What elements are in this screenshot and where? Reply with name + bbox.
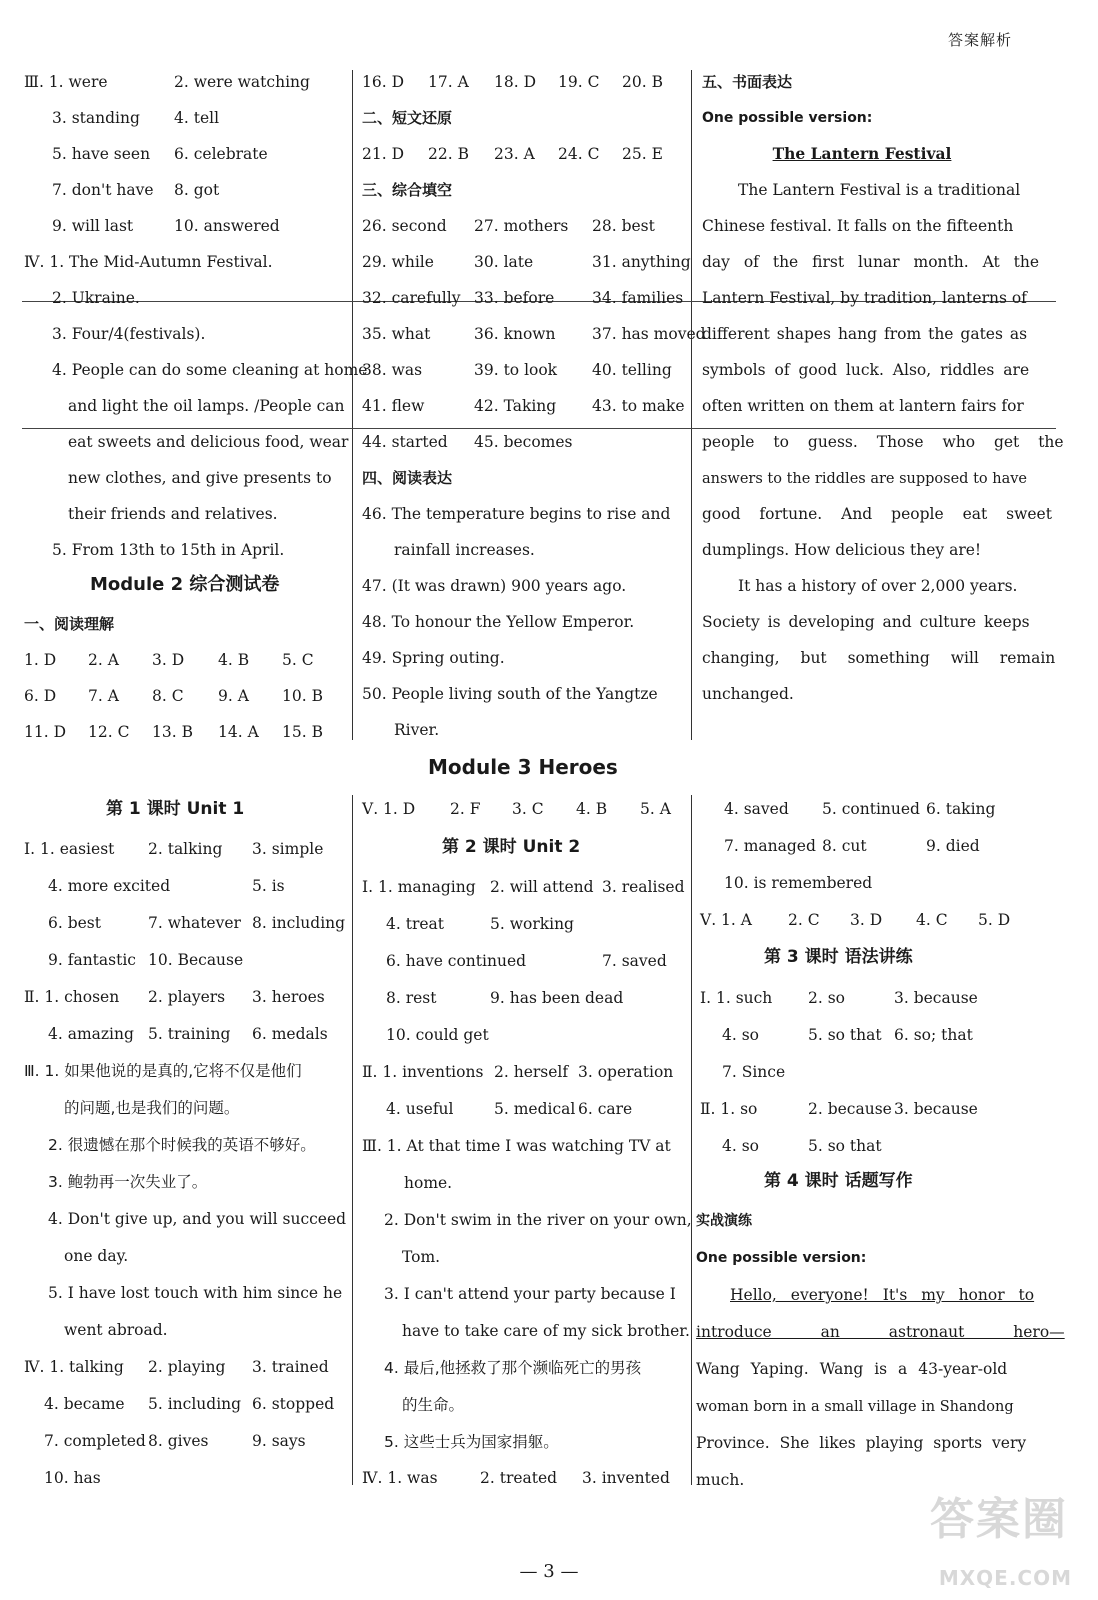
answer: 2. talking [148, 840, 223, 858]
answer: 35. what [362, 325, 431, 343]
essay-line: much. [696, 1471, 745, 1489]
answer: 3. 鲍勃再一次失业了。 [48, 1173, 208, 1191]
section-heading: 四、阅读表达 [362, 469, 453, 487]
answer-line: and light the oil lamps. /People can [68, 397, 345, 415]
answer-line: 46. The temperature begins to rise and [362, 505, 671, 523]
answer: Ⅰ. 1. managing [362, 878, 476, 896]
answer: 4. B [576, 800, 608, 818]
answer: 7. managed [724, 837, 816, 855]
answer: 5. 这些士兵为国家捐躯。 [384, 1433, 559, 1451]
answer: 3. standing [52, 109, 140, 127]
answer: 19. C [558, 73, 600, 91]
answer-line: 4. People can do some cleaning at home [52, 361, 368, 379]
possible-version-label: One possible version: [702, 110, 873, 126]
essay-line: Province. She likes playing sports very [696, 1434, 1027, 1452]
answer: 5. medical [494, 1100, 576, 1118]
answer: 16. D [362, 73, 405, 91]
essay-line: The Lantern Festival is a traditional [738, 181, 1021, 199]
scan-line [22, 428, 1056, 429]
answer: 24. C [558, 145, 600, 163]
answer: Ⅴ. 1. D [362, 800, 416, 818]
answer: Ⅱ. 1. inventions [362, 1063, 484, 1081]
answer-line: 的问题,也是我们的问题。 [64, 1099, 240, 1117]
answer-line: home. [404, 1174, 453, 1192]
answer: 3. operation [578, 1063, 674, 1081]
answer: 42. Taking [474, 397, 557, 415]
answer: 38. was [362, 361, 423, 379]
answer: 10. has [44, 1469, 101, 1487]
answer: 12. C [88, 723, 130, 741]
answer: 2. A [88, 651, 119, 669]
essay-line: symbols of good luck. Also, riddles are [702, 361, 1030, 379]
answer: 10. B [282, 687, 323, 705]
answer: 4. B [218, 651, 250, 669]
essay-line: Hello, everyone! It's my honor to [730, 1286, 1035, 1304]
lesson-title: 第 2 课时 Unit 2 [442, 837, 581, 857]
answer-line: 的生命。 [402, 1396, 465, 1414]
answer: 8. rest [386, 989, 437, 1007]
answer-line: 3. I can't attend your party because I [384, 1285, 676, 1303]
answer: 44. started [362, 433, 448, 451]
module3-title: Module 3 Heroes [428, 755, 618, 779]
answer: 5. A [640, 800, 671, 818]
answer: 2. were watching [174, 73, 310, 91]
answer: 6. medals [252, 1025, 328, 1043]
answer: 13. B [152, 723, 193, 741]
answer: 2. will attend [490, 878, 594, 896]
section-heading: 实战演练 [696, 1213, 752, 1229]
essay-line: dumplings. How delicious they are! [702, 541, 982, 559]
answer: 47. (It was drawn) 900 years ago. [362, 577, 627, 595]
answer-line: one day. [64, 1247, 129, 1265]
answer-line: Tom. [402, 1248, 441, 1266]
essay-line: changing, but something will remain [702, 649, 1056, 667]
essay-line: people to guess. Those who get the [702, 433, 1064, 451]
essay-line: unchanged. [702, 685, 794, 703]
essay-line: answers to the riddles are supposed to have [702, 471, 1027, 487]
answer: 4. tell [174, 109, 220, 127]
answer: 5. From 13th to 15th in April. [52, 541, 285, 559]
answer: 2. C [788, 911, 820, 929]
essay-line: introduce an astronaut hero— [696, 1323, 1065, 1341]
answer-line: went abroad. [64, 1321, 168, 1339]
essay-line: Wang Yaping. Wang is a 43-year-old [696, 1360, 1008, 1378]
answer: 31. anything [592, 253, 691, 271]
answer: 5. working [490, 915, 574, 933]
answer: 4. so [722, 1026, 760, 1044]
answer: 6. best [48, 914, 101, 932]
answer-line: River. [394, 721, 440, 739]
answer: 8. including [252, 914, 346, 932]
answer: 9. fantastic [48, 951, 136, 969]
answer: 1. D [24, 651, 57, 669]
answer: 9. will last [52, 217, 134, 235]
answer: 5. so that [808, 1137, 882, 1155]
essay-line: woman born in a small village in Shandong [696, 1399, 1014, 1415]
answer: 7. don't have [52, 181, 154, 199]
answer: 6. have continued [386, 952, 527, 970]
answer: 9. died [926, 837, 980, 855]
answer: 10. answered [174, 217, 280, 235]
answer: 23. A [494, 145, 535, 163]
answer: 10. Because [148, 951, 244, 969]
answer: 4. treat [386, 915, 444, 933]
answer: 33. before [474, 289, 555, 307]
answer: 45. becomes [474, 433, 573, 451]
answer: 8. C [152, 687, 184, 705]
answer: 3. because [894, 989, 978, 1007]
answer: Ⅴ. 1. A [700, 911, 752, 929]
answer: 2. herself [494, 1063, 569, 1081]
answer: 6. stopped [252, 1395, 335, 1413]
answer: 48. To honour the Yellow Emperor. [362, 613, 635, 631]
answer: 18. D [494, 73, 537, 91]
essay-title: The Lantern Festival [772, 144, 952, 163]
lesson-title: 第 1 课时 Unit 1 [106, 799, 245, 819]
lesson-title: 第 4 课时 话题写作 [764, 1171, 913, 1191]
answer: 30. late [474, 253, 534, 271]
answer: 8. got [174, 181, 220, 199]
answer: 5. C [282, 651, 314, 669]
answer: 7. Since [722, 1063, 786, 1081]
answer: 8. gives [148, 1432, 209, 1450]
answer: 5. including [148, 1395, 242, 1413]
answer: 20. B [622, 73, 663, 91]
page-number: — 3 — [519, 1561, 579, 1582]
module2-test-title: Module 2 综合测试卷 [90, 574, 280, 595]
answer: 39. to look [474, 361, 558, 379]
answer: 7. saved [602, 952, 667, 970]
column-divider [691, 70, 692, 740]
answer: 2. F [450, 800, 481, 818]
answer-line: 4. 最后,他拯救了那个濒临死亡的男孩 [384, 1359, 642, 1377]
essay-line: different shapes hang from the gates as [702, 325, 1028, 343]
answer: 14. A [218, 723, 259, 741]
answer: 3. D [152, 651, 185, 669]
answer-line: 4. Don't give up, and you will succeed [48, 1210, 347, 1228]
answer: 6. D [24, 687, 57, 705]
answer: 3. D [850, 911, 883, 929]
answer: 3. realised [602, 878, 685, 896]
watermark-logo: 答案圈 [930, 1494, 1068, 1545]
answer-line: eat sweets and delicious food, wear [68, 433, 349, 451]
answer: 4. became [44, 1395, 125, 1413]
answer: 36. known [474, 325, 556, 343]
answer: 5. have seen [52, 145, 151, 163]
answer: 3. heroes [252, 988, 325, 1006]
answer: 7. A [88, 687, 119, 705]
answer: 5. training [148, 1025, 231, 1043]
essay-line: day of the first lunar month. At the [702, 253, 1040, 271]
column-divider [691, 795, 692, 1485]
answer: 4. so [722, 1137, 760, 1155]
answer: 32. carefully [362, 289, 461, 307]
answer: 37. has moved [592, 325, 706, 343]
answer: 3. C [512, 800, 544, 818]
answer: 10. is remembered [724, 874, 873, 892]
answer: 26. second [362, 217, 447, 235]
answer: 28. best [592, 217, 655, 235]
answer-line: Ⅲ. 1. 如果他说的是真的,它将不仅是他们 [24, 1062, 302, 1080]
answer: 6. taking [926, 800, 996, 818]
answer: 43. to make [592, 397, 685, 415]
essay-line: good fortune. And people eat sweet [702, 505, 1052, 523]
answer: 2. so [808, 989, 846, 1007]
answer: 11. D [24, 723, 67, 741]
answer: 3. because [894, 1100, 978, 1118]
answer: 40. telling [592, 361, 672, 379]
watermark-url: MXQE.COM [938, 1566, 1072, 1590]
answer-line: their friends and relatives. [68, 505, 278, 523]
answer: 9. says [252, 1432, 306, 1450]
answer: 4. C [916, 911, 948, 929]
watermark [908, 1494, 1078, 1590]
answer: Ⅳ. 1. was [362, 1469, 438, 1487]
answer-line: have to take care of my sick brother. [402, 1322, 690, 1340]
answer: 6. celebrate [174, 145, 268, 163]
answer: 6. care [578, 1100, 633, 1118]
answer: 9. A [218, 687, 249, 705]
answer: 2. playing [148, 1358, 226, 1376]
answer: 3. simple [252, 840, 324, 858]
answer-line: 5. I have lost touch with him since he [48, 1284, 343, 1302]
lesson-title: 第 3 课时 语法讲练 [764, 947, 913, 967]
answer: 3. Four/4(festivals). [52, 325, 206, 343]
essay-line: Society is developing and culture keeps [702, 613, 1030, 631]
essay-line: It has a history of over 2,000 years. [738, 577, 1018, 595]
answer-line: new clothes, and give presents to [68, 469, 332, 487]
answer: Ⅳ. 1. The Mid-Autumn Festival. [24, 253, 273, 271]
answer: 5. D [978, 911, 1011, 929]
answer: 5. so that [808, 1026, 882, 1044]
answer: 21. D [362, 145, 405, 163]
answer: 2. treated [480, 1469, 558, 1487]
answer: 34. families [592, 289, 684, 307]
column-divider [352, 70, 353, 740]
answer: 17. A [428, 73, 469, 91]
answer: 4. useful [386, 1100, 454, 1118]
section-heading: 三、综合填空 [362, 181, 453, 199]
essay-line: Lantern Festival, by tradition, lanterns of [702, 289, 1027, 307]
answer: 5. continued [822, 800, 920, 818]
answer: 2. Ukraine. [52, 289, 140, 307]
answer: 4. amazing [48, 1025, 134, 1043]
answer: Ⅲ. 1. were [24, 73, 108, 91]
answer: 2. 很遗憾在那个时候我的英语不够好。 [48, 1136, 316, 1154]
essay-line: Chinese festival. It falls on the fifteenth [702, 217, 1014, 235]
section-heading: 一、阅读理解 [24, 615, 115, 633]
essay-line: often written on them at lantern fairs for [702, 397, 1024, 415]
answer: 2. because [808, 1100, 892, 1118]
answer: 22. B [428, 145, 469, 163]
answer-line: Ⅲ. 1. At that time I was watching TV at [362, 1137, 671, 1155]
answer-line: 50. People living south of the Yangtze [362, 685, 658, 703]
answer: 25. E [622, 145, 663, 163]
answer: 3. trained [252, 1358, 329, 1376]
answer: 4. more excited [48, 877, 171, 895]
answer: 7. completed [44, 1432, 146, 1450]
section-heading: 二、短文还原 [362, 109, 453, 127]
answer-line: 2. Don't swim in the river on your own, [384, 1211, 692, 1229]
answer: Ⅰ. 1. such [700, 989, 773, 1007]
answer: 6. so; that [894, 1026, 973, 1044]
answer: 7. whatever [148, 914, 241, 932]
answer: 29. while [362, 253, 434, 271]
answer: 8. cut [822, 837, 867, 855]
answer: 49. Spring outing. [362, 649, 505, 667]
answer: Ⅱ. 1. so [700, 1100, 758, 1118]
answer: Ⅰ. 1. easiest [24, 840, 115, 858]
answer: 10. could get [386, 1026, 489, 1044]
answer: 15. B [282, 723, 323, 741]
answer: 5. is [252, 877, 285, 895]
column-divider [352, 795, 353, 1485]
answer: Ⅳ. 1. talking [24, 1358, 124, 1376]
answer: 27. mothers [474, 217, 569, 235]
answer: 4. saved [724, 800, 789, 818]
answer: 2. players [148, 988, 226, 1006]
answer: 9. has been dead [490, 989, 624, 1007]
section-heading: 五、书面表达 [702, 73, 793, 91]
answer-line: rainfall increases. [394, 541, 535, 559]
answer: 41. flew [362, 397, 425, 415]
possible-version-label: One possible version: [696, 1250, 867, 1266]
answer: 3. invented [582, 1469, 670, 1487]
answer: Ⅱ. 1. chosen [24, 988, 120, 1006]
page-header: 答案解析 [947, 31, 1012, 49]
